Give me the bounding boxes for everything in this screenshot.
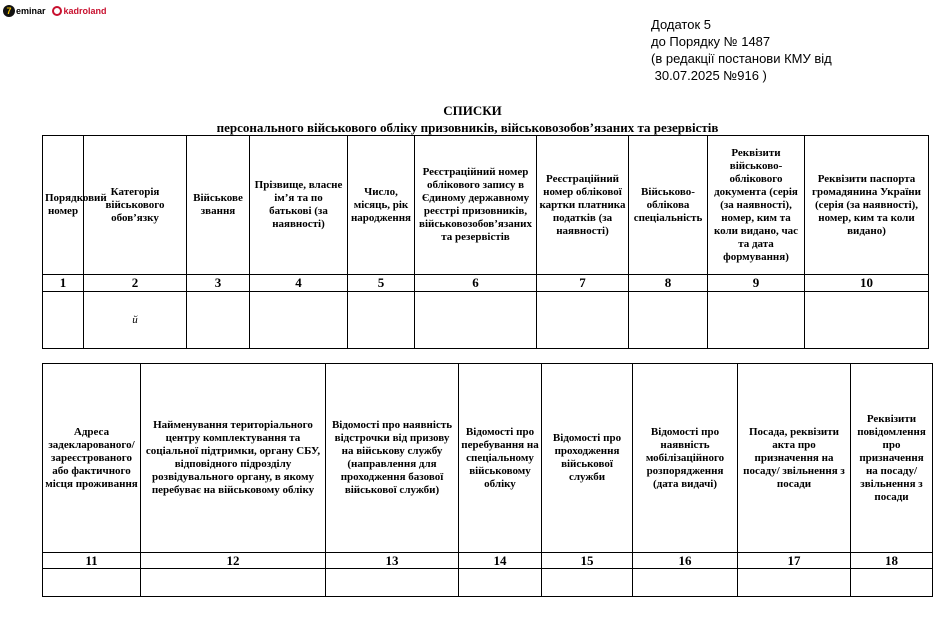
column-header: Військово-облікова спеціальність <box>629 136 708 275</box>
kadroland-logo-text: kadroland <box>63 6 107 16</box>
column-header: Відомості про наявність відстрочки від призову на військову службу (направлення для проходження базової військової служби) <box>326 364 459 553</box>
table-header-row <box>43 364 933 553</box>
column-number: 6 <box>415 275 537 292</box>
column-number: 3 <box>187 275 250 292</box>
column-number: 5 <box>348 275 415 292</box>
table-cell <box>187 292 250 349</box>
column-number: 7 <box>537 275 629 292</box>
column-header: Реквізити повідомлення про призначення на посаду/ звільнення з посади <box>851 364 933 553</box>
table-cell <box>348 292 415 349</box>
column-number: 15 <box>542 553 633 569</box>
seminar-logo <box>3 5 46 17</box>
personnel-table-part-2 <box>42 363 933 597</box>
column-header: Відомості про наявність мобілізаційного розпорядження (дата видачі) <box>633 364 738 553</box>
column-header: Найменування територіального центру комплектування та соціальної підтримки, органу СБУ, відповідного підрозділу розвідувального органу, в якому перебуває на військовому обліку <box>141 364 326 553</box>
kadroland-logo-icon <box>52 6 62 16</box>
column-number: 17 <box>738 553 851 569</box>
annex-line: (в редакції постанови КМУ від <box>651 51 832 66</box>
column-header: Категорія військового обов’язку <box>84 136 187 275</box>
column-number: 4 <box>250 275 348 292</box>
kadroland-logo <box>52 6 107 16</box>
table-cell <box>326 569 459 597</box>
table-cell: й <box>84 292 187 349</box>
table-cell <box>805 292 929 349</box>
column-number: 9 <box>708 275 805 292</box>
annex-line: Додаток 5 <box>651 17 711 32</box>
column-number: 13 <box>326 553 459 569</box>
table-cell <box>851 569 933 597</box>
table-cell <box>708 292 805 349</box>
column-number-row <box>43 275 929 292</box>
table-cell <box>633 569 738 597</box>
column-header: Реквізити паспорта громадянина України (серія (за наявності), номер, ким та коли видано) <box>805 136 929 275</box>
table-cell <box>43 292 84 349</box>
column-header: Реквізити військово-облікового документа (серія (за наявності), номер, ким та коли видано, час та дата формування) <box>708 136 805 275</box>
personnel-table-part-1 <box>42 135 929 349</box>
table-cell <box>43 569 141 597</box>
column-number: 16 <box>633 553 738 569</box>
column-header: Відомості про проходження військової служби <box>542 364 633 553</box>
column-header: Адреса задекларованого/ зареєстрованого або фактичного місця проживання <box>43 364 141 553</box>
table-cell <box>141 569 326 597</box>
annex-note <box>651 16 832 84</box>
header-logos <box>3 5 107 17</box>
column-number: 8 <box>629 275 708 292</box>
column-number-row <box>43 553 933 569</box>
column-header: Порядковий номер <box>43 136 84 275</box>
document-subtitle: персонального військового обліку призовників, військовозобов’язаних та резервістів <box>216 120 719 135</box>
column-header: Реєстраційний номер облікового запису в Єдиному державному реєстрі призовників, військовозобов’язаних та резервістів <box>415 136 537 275</box>
column-header: Число, місяць, рік народження <box>348 136 415 275</box>
column-number: 14 <box>459 553 542 569</box>
table-cell <box>537 292 629 349</box>
column-header: Прізвище, власне ім’я та по батькові (за наявності) <box>250 136 348 275</box>
document-title: СПИСКИ <box>443 103 502 118</box>
table-row <box>43 569 933 597</box>
column-header: Відомості про перебування на спеціальному військовому обліку <box>459 364 542 553</box>
table-cell <box>250 292 348 349</box>
annex-line: 30.07.2025 №916 ) <box>651 68 767 83</box>
column-number: 11 <box>43 553 141 569</box>
seminar-logo-text: eminar <box>16 6 46 16</box>
table-cell <box>629 292 708 349</box>
column-number: 18 <box>851 553 933 569</box>
table-cell <box>542 569 633 597</box>
column-header: Посада, реквізити акта про призначення на посаду/ звільнення з посади <box>738 364 851 553</box>
column-number: 1 <box>43 275 84 292</box>
table-cell <box>459 569 542 597</box>
column-header: Військове звання <box>187 136 250 275</box>
column-number: 12 <box>141 553 326 569</box>
column-header: Реєстраційний номер облікової картки платника податків (за наявності) <box>537 136 629 275</box>
table-header-row <box>43 136 929 275</box>
column-number: 2 <box>84 275 187 292</box>
seminar-logo-icon: 7 <box>3 5 15 17</box>
table-row <box>43 292 929 349</box>
annex-line: до Порядку № 1487 <box>651 34 771 49</box>
column-number: 10 <box>805 275 929 292</box>
table-cell <box>415 292 537 349</box>
table-cell <box>738 569 851 597</box>
